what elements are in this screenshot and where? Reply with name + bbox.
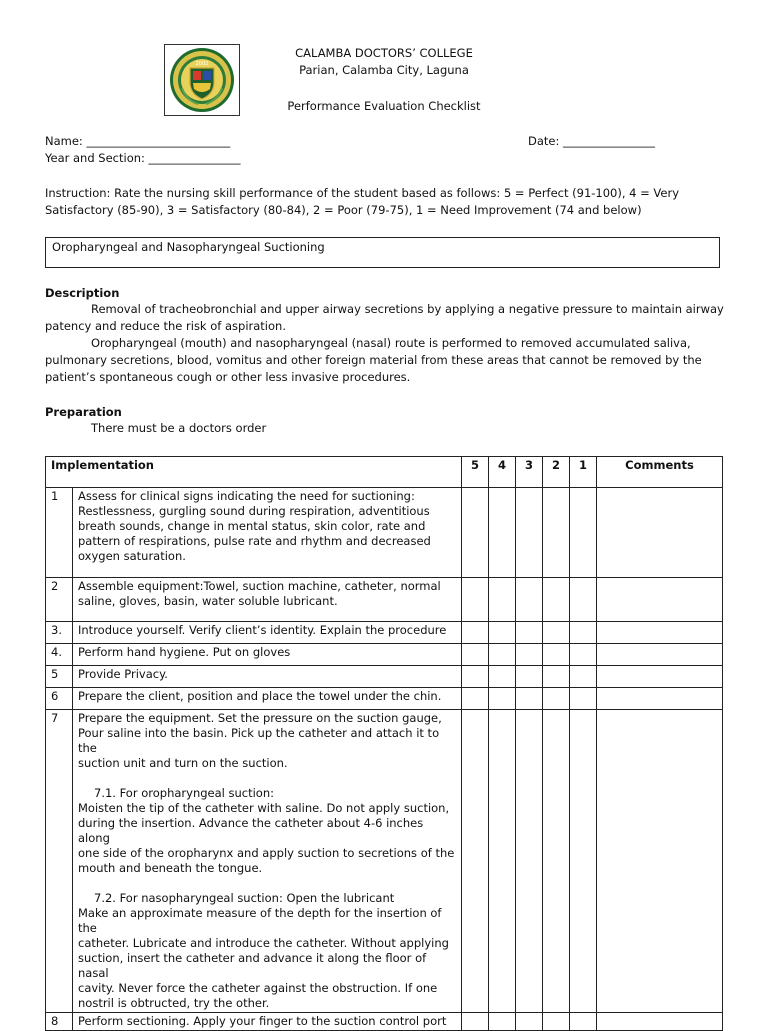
- score-cell-1[interactable]: [570, 666, 597, 688]
- step-text: Assemble equipment:Towel, suction machine, catheter, normal saline, gloves, basin, water soluble lubricant.: [73, 578, 462, 622]
- score-cell-2[interactable]: [543, 644, 570, 666]
- score-cell-1[interactable]: [570, 578, 597, 622]
- table-row: [46, 710, 723, 1013]
- header-implementation: Implementation: [46, 457, 462, 488]
- table-row: [46, 666, 723, 688]
- description-line: Removal of tracheobronchial and upper airway secretions by applying a negative pressure to maintain airway: [91, 302, 724, 316]
- step-text: Introduce yourself. Verify client’s identity. Explain the procedure: [73, 622, 462, 644]
- comments-cell[interactable]: [597, 688, 723, 710]
- score-cell-3[interactable]: [516, 1013, 543, 1031]
- table-header-row: [46, 457, 723, 488]
- preparation-text: There must be a doctors order: [91, 421, 267, 435]
- form-title: Performance Evaluation Checklist: [287, 99, 481, 113]
- header-score-1: 1: [570, 457, 597, 488]
- score-cell-5[interactable]: [462, 1013, 489, 1031]
- step-number: 5: [46, 666, 73, 688]
- score-cell-2[interactable]: [543, 710, 570, 1013]
- substep-title: 7.2. For nasopharyngeal suction: Open the lubricant: [94, 891, 395, 905]
- step-text: Provide Privacy.: [73, 666, 462, 688]
- score-cell-5[interactable]: [462, 644, 489, 666]
- score-cell-2[interactable]: [543, 488, 570, 578]
- score-cell-4[interactable]: [489, 578, 516, 622]
- year-section-field[interactable]: Year and Section: ________________: [45, 151, 241, 165]
- table-row: [46, 1013, 723, 1031]
- step-number: 8: [46, 1013, 73, 1031]
- header-score-5: 5: [462, 457, 489, 488]
- score-cell-4[interactable]: [489, 710, 516, 1013]
- step-number: 1: [46, 488, 73, 578]
- score-cell-2[interactable]: [543, 666, 570, 688]
- score-cell-4[interactable]: [489, 688, 516, 710]
- score-cell-3[interactable]: [516, 688, 543, 710]
- score-cell-3[interactable]: [516, 666, 543, 688]
- header-score-4: 4: [489, 457, 516, 488]
- score-cell-1[interactable]: [570, 622, 597, 644]
- table-row: [46, 578, 723, 622]
- score-cell-1[interactable]: [570, 1013, 597, 1031]
- score-cell-2[interactable]: [543, 578, 570, 622]
- svg-text:2002: 2002: [195, 61, 209, 67]
- score-cell-5[interactable]: [462, 488, 489, 578]
- step-text: Perform hand hygiene. Put on gloves: [73, 644, 462, 666]
- score-cell-1[interactable]: [570, 644, 597, 666]
- comments-cell[interactable]: [597, 622, 723, 644]
- step-text: Prepare the client, position and place the towel under the chin.: [73, 688, 462, 710]
- implementation-table: [45, 456, 723, 1031]
- score-cell-5[interactable]: [462, 666, 489, 688]
- step-text: Prepare the equipment. Set the pressure on the suction gauge, Pour saline into the basin. Pick up the catheter and attach it to the suction unit and turn on the suction. 7.1. For oropharyngeal suction: Moisten the tip of the catheter with saline. Do not apply suction, during the insertion. Advance the catheter about 4-6 inches along one side of the oropharynx and apply suction to secretions of the mouth and beneath the tongue. 7.2. For nasopharyngeal suction: Open the lubricant Make an approximate measure of the depth for the insertion of the catheter. Lubricate and introduce the catheter. Without applying suction, insert the catheter and advance it along the floor of nasal cavity. Never force the catheter against the obstruction. If one nostril is obtructed, try the other.: [73, 710, 462, 1013]
- table-row: [46, 644, 723, 666]
- comments-cell[interactable]: [597, 1013, 723, 1031]
- score-cell-3[interactable]: [516, 578, 543, 622]
- score-cell-2[interactable]: [543, 688, 570, 710]
- score-cell-1[interactable]: [570, 710, 597, 1013]
- score-cell-1[interactable]: [570, 488, 597, 578]
- header-comments: Comments: [597, 457, 723, 488]
- comments-cell[interactable]: [597, 578, 723, 622]
- score-cell-3[interactable]: [516, 644, 543, 666]
- instruction-line-2: Satisfactory (85-90), 3 = Satisfactory (80-84), 2 = Poor (79-75), 1 = Need Improvement (74 and below): [45, 203, 642, 217]
- score-cell-5[interactable]: [462, 622, 489, 644]
- score-cell-5[interactable]: [462, 710, 489, 1013]
- header-score-3: 3: [516, 457, 543, 488]
- step-number: 2: [46, 578, 73, 622]
- score-cell-4[interactable]: [489, 622, 516, 644]
- score-cell-3[interactable]: [516, 488, 543, 578]
- step-number: 6: [46, 688, 73, 710]
- step-text: Perform sectioning. Apply your finger to the suction control port: [73, 1013, 462, 1031]
- preparation-heading: Preparation: [45, 405, 122, 419]
- college-address: Parian, Calamba City, Laguna: [299, 63, 469, 77]
- table-row: [46, 688, 723, 710]
- date-field[interactable]: Date: ________________: [528, 134, 656, 148]
- description-line: patient’s spontaneous cough or other less invasive procedures.: [45, 370, 411, 384]
- score-cell-4[interactable]: [489, 644, 516, 666]
- procedure-title: Oropharyngeal and Nasopharyngeal Suctioning: [52, 240, 325, 254]
- score-cell-2[interactable]: [543, 622, 570, 644]
- step-number: 3.: [46, 622, 73, 644]
- score-cell-5[interactable]: [462, 578, 489, 622]
- score-cell-3[interactable]: [516, 622, 543, 644]
- substep-title: 7.1. For oropharyngeal suction:: [94, 786, 275, 800]
- score-cell-4[interactable]: [489, 488, 516, 578]
- header-score-2: 2: [543, 457, 570, 488]
- comments-cell[interactable]: [597, 488, 723, 578]
- instruction-line-1: Instruction: Rate the nursing skill performance of the student based as follows: 5 = Perfect (91-100), 4 = Very: [45, 186, 680, 200]
- description-heading: Description: [45, 286, 120, 300]
- step-number: 7: [46, 710, 73, 1013]
- step-number: 4.: [46, 644, 73, 666]
- comments-cell[interactable]: [597, 644, 723, 666]
- description-line: Oropharyngeal (mouth) and nasopharyngeal (nasal) route is performed to removed accumulated saliva,: [91, 336, 691, 350]
- description-line: pulmonary secretions, blood, vomitus and other foreign material from these areas that cannot be removed by the: [45, 353, 702, 367]
- procedure-title-box: [45, 237, 720, 268]
- table-row: [46, 622, 723, 644]
- college-name: CALAMBA DOCTORS’ COLLEGE: [295, 46, 473, 60]
- score-cell-4[interactable]: [489, 666, 516, 688]
- score-cell-5[interactable]: [462, 688, 489, 710]
- score-cell-3[interactable]: [516, 710, 543, 1013]
- score-cell-4[interactable]: [489, 1013, 516, 1031]
- step-text: Assess for clinical signs indicating the need for suctioning: Restlessness, gurgling sound during respiration, adventitious breath sounds, change in mental status, skin color, rate and pattern of respirations, pulse rate and rhythm and decreased oxygen saturation.: [73, 488, 462, 578]
- score-cell-2[interactable]: [543, 1013, 570, 1031]
- table-row: [46, 488, 723, 578]
- comments-cell[interactable]: [597, 666, 723, 688]
- name-field[interactable]: Name: _________________________: [45, 134, 231, 148]
- description-line: patency and reduce the risk of aspiration.: [45, 319, 286, 333]
- comments-cell[interactable]: [597, 710, 723, 1013]
- score-cell-1[interactable]: [570, 688, 597, 710]
